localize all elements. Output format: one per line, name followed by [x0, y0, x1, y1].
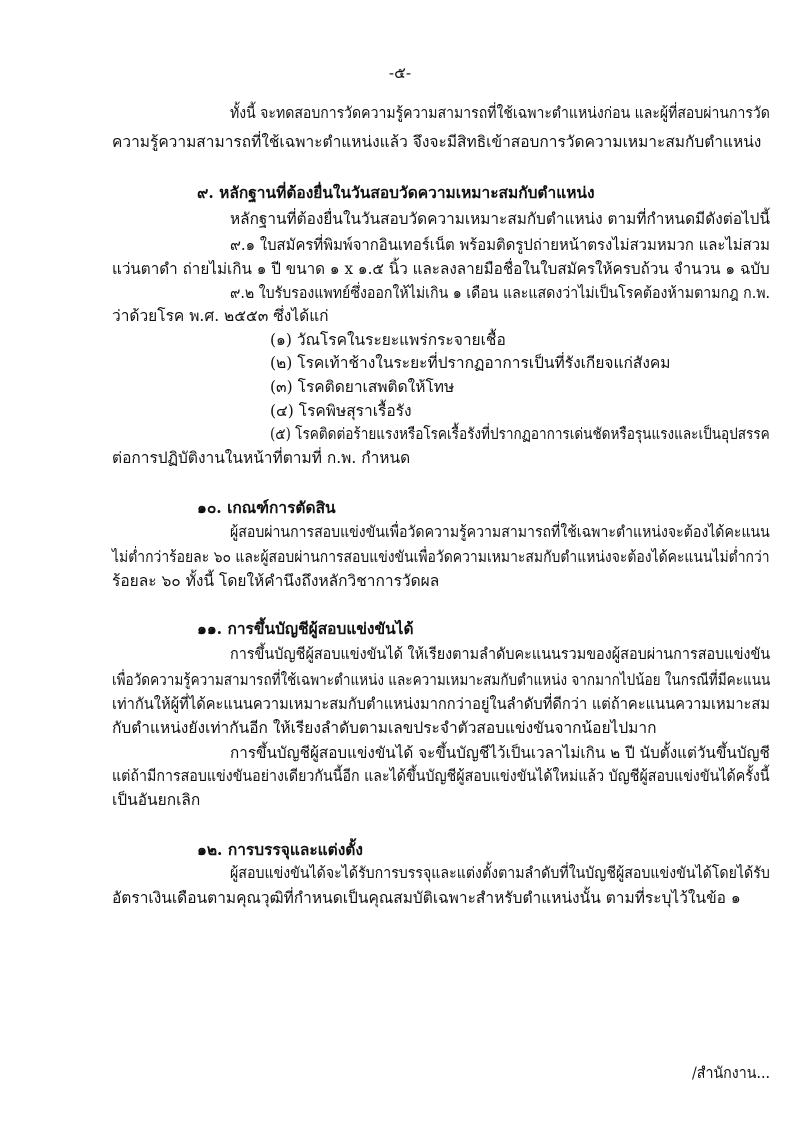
section-9-item-2-line-1: ๙.๒ ใบรับรองแพทย์ซึ่งออกให้ไม่เกิน ๑ เดือน และแสดงว่าไม่เป็นโรคต้องห้ามตามกฎ ก.พ. — [230, 284, 771, 302]
disease-item-4: (๔) โรคพิษสุราเรื้อรัง — [270, 402, 412, 420]
section-11-p1-line-1: การขึ้นบัญชีผู้สอบแข่งขันได้ ให้เรียงตามลำดับคะแนนรวมของผู้สอบผ่านการสอบแข่งขัน — [230, 645, 771, 663]
section-9-item-1-line-2: แว่นตาดำ ถ่ายไม่เกิน ๑ ปี ขนาด ๑ x ๑.๕ นิ้ว และลงลายมือชื่อในใบสมัครให้ครบถ้วน จำนวน ๑ ฉบับ — [112, 260, 770, 278]
section-9-intro: หลักฐานที่ต้องยื่นในวันสอบวัดความเหมาะสมกับตำแหน่ง ตามที่กำหนดมีดังต่อไปนี้ — [230, 210, 770, 228]
section-10-line-1: ผู้สอบผ่านการสอบแข่งขันเพื่อวัดความรู้ความสามารถที่ใช้เฉพาะตำแหน่งจะต้องได้คะแนน — [230, 523, 770, 541]
page-number: -๕- — [388, 64, 412, 82]
disease-tail: ต่อการปฏิบัติงานในหน้าที่ตามที่ ก.พ. กำหนด — [112, 449, 411, 467]
disease-item-1: (๑) วัณโรคในระยะแพร่กระจายเชื้อ — [270, 331, 506, 349]
section-9-item-1-line-1: ๙.๑ ใบสมัครที่พิมพ์จากอินเทอร์เน็ต พร้อมติดรูปถ่ายหน้าตรงไม่สวมหมวก และไม่สวม — [230, 236, 770, 254]
section-11-p1-line-2: เพื่อวัดความรู้ความสามารถที่ใช้เฉพาะตำแหน่ง และความเหมาะสมกับตำแหน่ง จากมากไปน้อย ในกรณีที่มีคะแนน — [112, 671, 771, 689]
intro-line-2: ความรู้ความสามารถที่ใช้เฉพาะตำแหน่งแล้ว จึงจะมีสิทธิเข้าสอบการวัดความเหมาะสมกับตำแหน่ง — [112, 133, 762, 151]
continuation-note: /สำนักงาน... — [692, 1064, 771, 1082]
section-12-line-2: อัตราเงินเดือนตามคุณวุฒิที่กำหนดเป็นคุณสมบัติเฉพาะสำหรับตำแหน่งนั้น ตามที่ระบุไว้ในข้อ ๑ — [112, 889, 741, 907]
section-11-p1-line-3: เท่ากันให้ผู้ที่ได้คะแนนความเหมาะสมกับตำแหน่งมากกว่าอยู่ในลำดับที่ดีกว่า แต่ถ้าคะแนนความเหมาะสม — [112, 695, 771, 713]
section-11-p2-line-3: เป็นอันยกเลิก — [112, 791, 201, 809]
section-10-heading: ๑๐. เกณฑ์การตัดสิน — [197, 498, 336, 517]
section-12-line-1: ผู้สอบแข่งขันได้จะได้รับการบรรจุและแต่งตั้งตามลำดับที่ในบัญชีผู้สอบแข่งขันได้โดยได้รับ — [230, 864, 770, 882]
disease-item-5: (๕) โรคติดต่อร้ายแรงหรือโรคเรื้อรังที่ปรากฏอาการเด่นชัดหรือรุนแรงและเป็นอุปสรรค — [270, 425, 770, 443]
section-9-heading: ๙. หลักฐานที่ต้องยื่นในวันสอบวัดความเหมาะสมกับตำแหน่ง — [197, 183, 595, 202]
section-9-item-2-line-2: ว่าด้วยโรค พ.ศ. ๒๕๕๓ ซึ่งได้แก่ — [112, 307, 329, 325]
intro-line-1: ทั้งนี้ จะทดสอบการวัดความรู้ความสามารถที่ใช้เฉพาะตำแหน่งก่อน และผู้ที่สอบผ่านการวัด — [230, 104, 770, 122]
section-11-p1-line-4: กับตำแหน่งยังเท่ากันอีก ให้เรียงลำดับตามเลขประจำตัวสอบแข่งขันจากน้อยไปมาก — [112, 719, 657, 737]
section-10-line-3: ร้อยละ ๖๐ ทั้งนี้ โดยให้คำนึงถึงหลักวิชาการวัดผล — [112, 572, 440, 590]
section-11-p2-line-1: การขึ้นบัญชีผู้สอบแข่งขันได้ จะขึ้นบัญชีไว้เป็นเวลาไม่เกิน ๒ ปี นับตั้งแต่วันขึ้นบัญชี — [230, 744, 770, 762]
section-10-line-2: ไม่ต่ำกว่าร้อยละ ๖๐ และผู้สอบผ่านการสอบแข่งขันเพื่อวัดความเหมาะสมกับตำแหน่งจะต้องได้คะแนนไม่ต่ำกว่า — [112, 548, 770, 566]
disease-item-3: (๓) โรคติดยาเสพติดให้โทษ — [270, 378, 455, 396]
section-11-heading: ๑๑. การขึ้นบัญชีผู้สอบแข่งขันได้ — [197, 619, 414, 638]
section-12-heading: ๑๒. การบรรจุและแต่งตั้ง — [197, 840, 363, 859]
section-11-p2-line-2: แต่ถ้ามีการสอบแข่งขันอย่างเดียวกันนี้อีก และได้ขึ้นบัญชีผู้สอบแข่งขันได้ใหม่แล้ว บัญชีผู้สอบแข่งขันได้ครั้งนี้ — [112, 767, 770, 785]
disease-item-2: (๒) โรคเท้าช้างในระยะที่ปรากฏอาการเป็นที่รังเกียจแก่สังคม — [270, 354, 671, 372]
